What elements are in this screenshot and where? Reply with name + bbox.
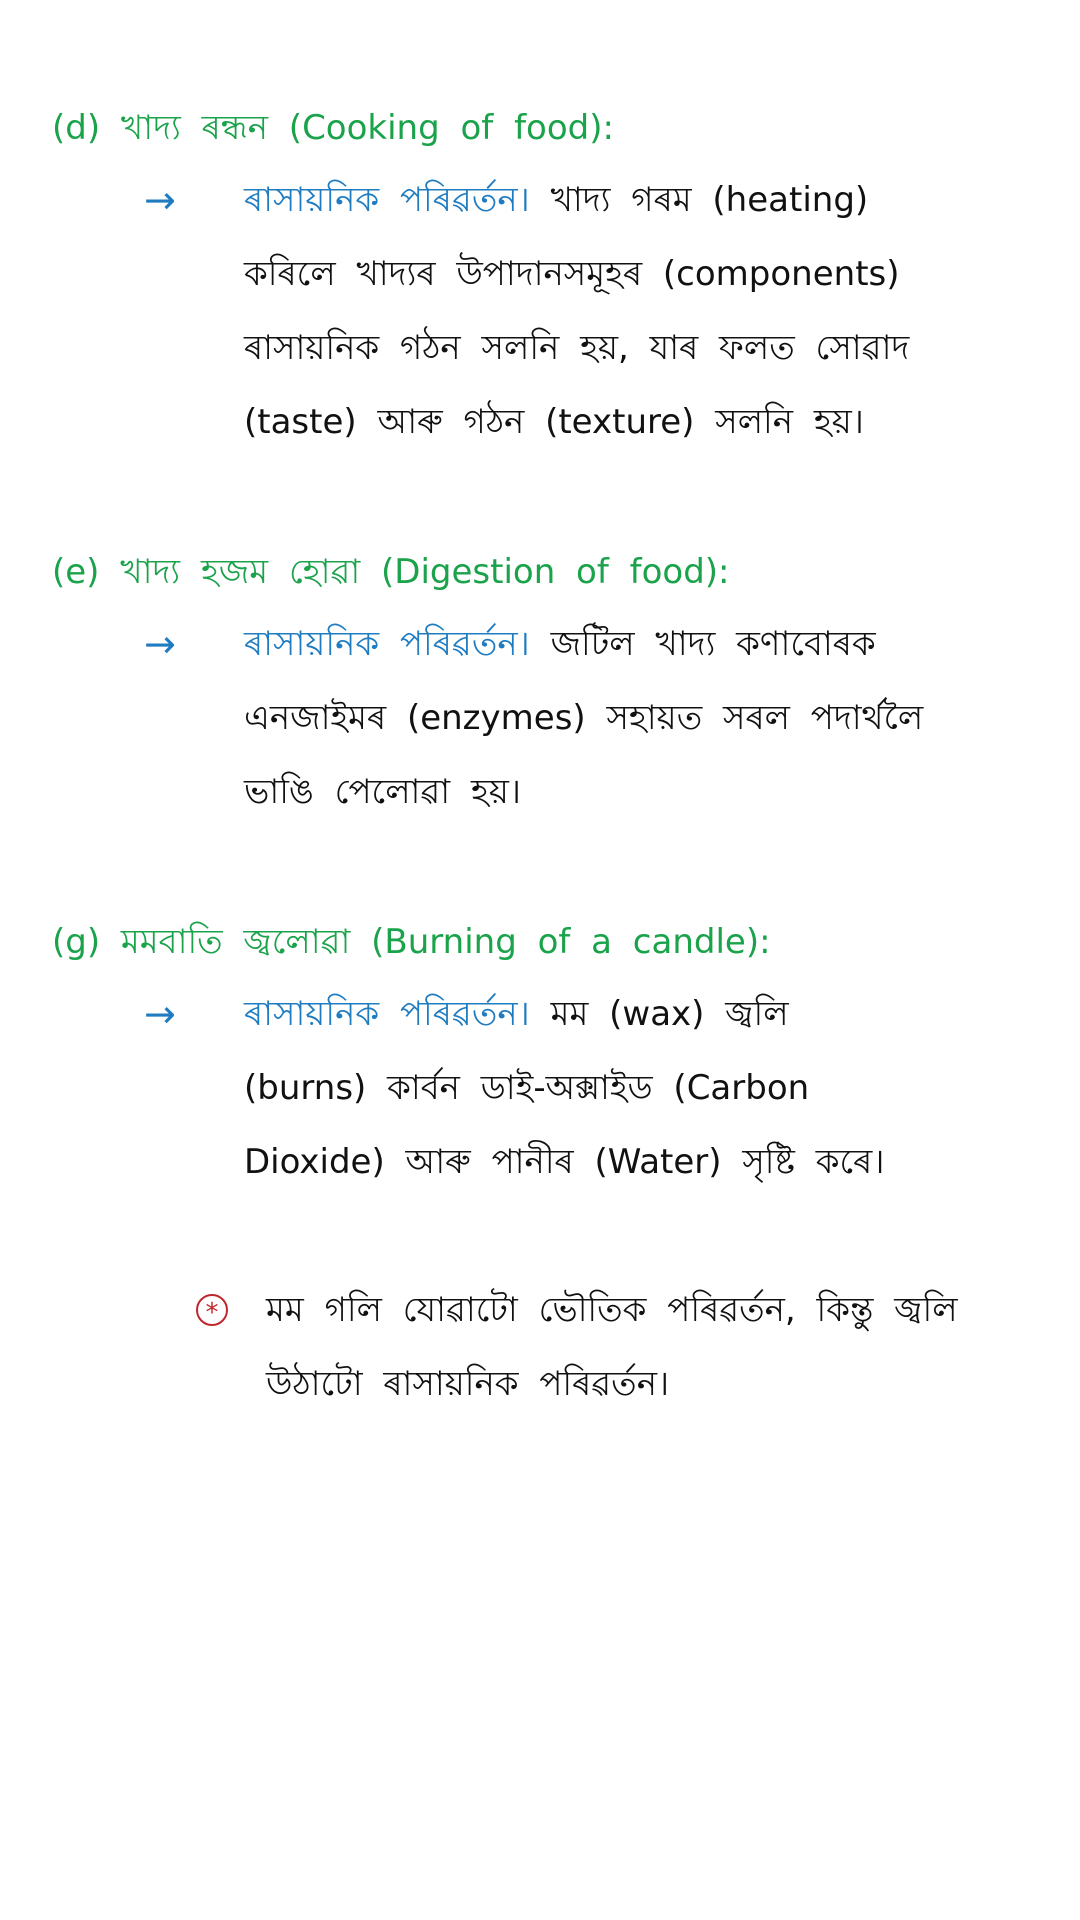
answer-line: (taste) আৰু গঠন (texture) সলনি হয়। bbox=[244, 402, 864, 442]
answer-term: ৰাসায়নিক পৰিৱৰ্তন। bbox=[244, 624, 530, 664]
answer-term: ৰাসায়নিক পৰিৱৰ্তন। bbox=[244, 180, 530, 220]
note-line: উঠাটো ৰাসায়নিক পৰিৱৰ্তন। bbox=[266, 1364, 670, 1404]
answer-line bbox=[244, 176, 868, 224]
section-heading: (d) খাদ্য ৰন্ধন (Cooking of food): bbox=[52, 108, 614, 148]
section-heading: (e) খাদ্য হজম হোৱা (Digestion of food): bbox=[52, 552, 730, 592]
answer-line: কৰিলে খাদ্যৰ উপাদানসমূহৰ (components) bbox=[244, 254, 900, 294]
answer-line: Dioxide) আৰু পানীৰ (Water) সৃষ্টি কৰে। bbox=[244, 1142, 885, 1182]
answer-line: এনজাইমৰ (enzymes) সহায়ত সৰল পদাৰ্থলৈ bbox=[244, 698, 924, 738]
answer-line: ৰাসায়নিক গঠন সলনি হয়, যাৰ ফলত সোৱাদ bbox=[244, 328, 910, 368]
arrow-icon: → bbox=[144, 178, 176, 222]
asterisk-circle-icon: * bbox=[196, 1294, 228, 1326]
answer-text: খাদ্য গৰম (heating) bbox=[529, 180, 869, 220]
answer-text: মম (wax) জ্বলি bbox=[529, 994, 789, 1034]
arrow-icon: → bbox=[144, 992, 176, 1036]
arrow-icon: → bbox=[144, 622, 176, 666]
section-heading: (g) মমবাতি জ্বলোৱা (Burning of a candle): bbox=[52, 922, 771, 962]
answer-term: ৰাসায়নিক পৰিৱৰ্তন। bbox=[244, 994, 530, 1034]
answer-line bbox=[244, 990, 789, 1038]
answer-line: (burns) কাৰ্বন ডাই-অক্সাইড (Carbon bbox=[244, 1068, 810, 1108]
answer-line: ভাঙি পেলোৱা হয়। bbox=[244, 772, 522, 812]
note-line: মম গলি যোৱাটো ভৌতিক পৰিৱৰ্তন, কিন্তু জ্বলি bbox=[266, 1290, 958, 1330]
answer-line bbox=[244, 620, 876, 668]
answer-text: জটিল খাদ্য কণাবোৰক bbox=[529, 624, 876, 664]
